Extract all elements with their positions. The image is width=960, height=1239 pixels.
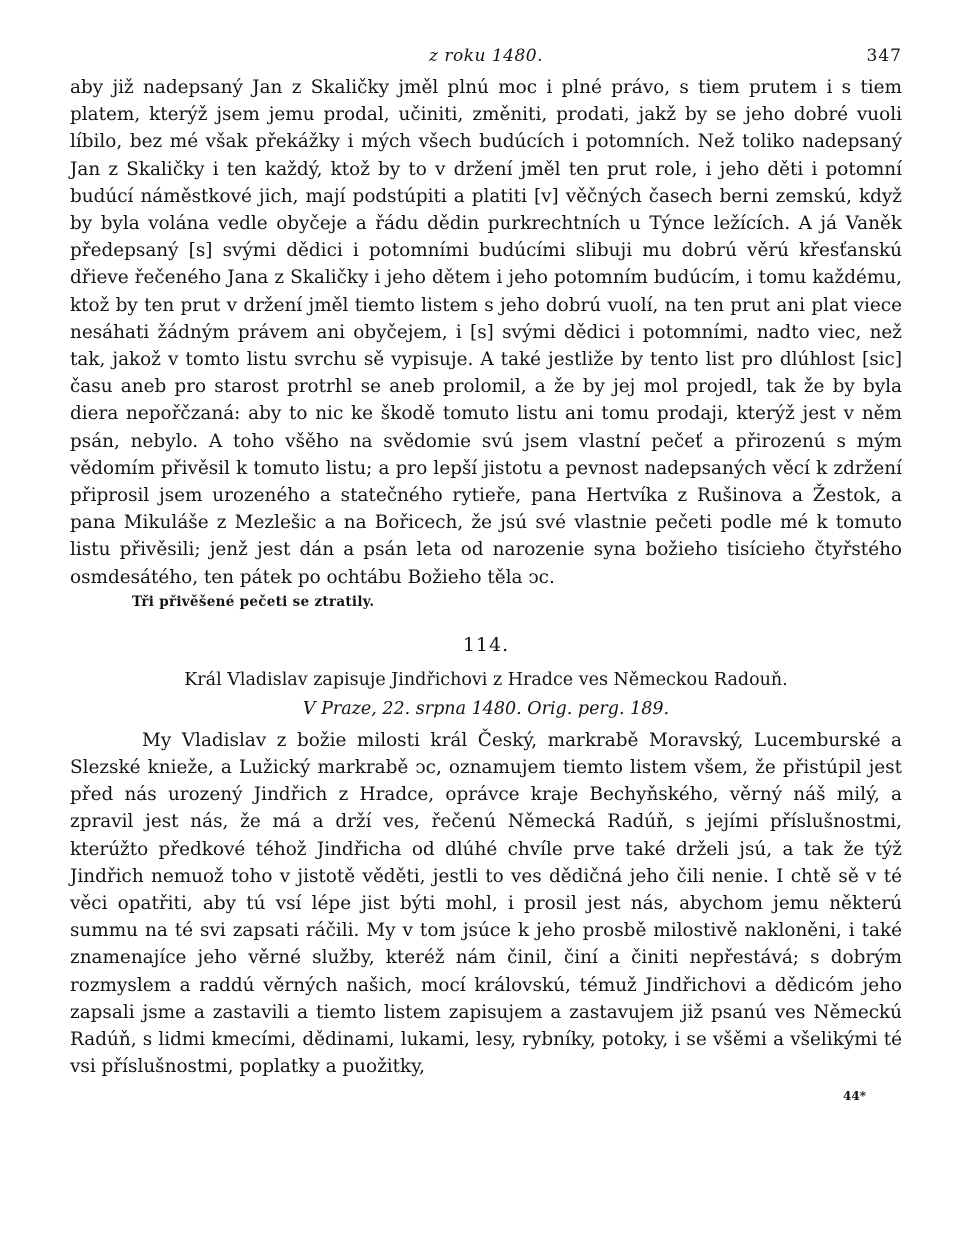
running-title: z roku 1480. [428, 46, 544, 66]
page-number: 347 [866, 46, 902, 66]
document-source: V Praze, 22. srpna 1480. Orig. perg. 189. [302, 698, 670, 719]
running-header [70, 38, 902, 74]
charter-text: My Vladislav z božie milosti král Český, markrabě Moravský, Lucemburské a Slezské knieže, a Lužický markrabě ↄc, oznamujem tiemto listem všem, že přistúpil jest před nás urozený Jindřich z Hradce, oprávce kraje Bechyňského, věrný náš milý, a zpravil jest nás, že má a drží ves, řečenú Německá Radúň, s jejími příslušnostmi, kterúžto předkové téhož Jindřicha od dlúhé chvíle prve také drželi jsú, a tak že týž Jindřich nemuož toho v jistotě věděti, jestli to ves dědičná jeho čili nenie. I chtě sě v té věci opatřiti, aby tú vsí lépe jist býti mohl, i prosil jest nás, abychom jemu některú summu na té svi zapsati ráčili. My v tom jsúce k jeho prosbě milostivě nakloněni, i také znamenajíce jeho věrné služby, kteréž nám činil, činí a činiti nepřestává; s dobrým rozmyslem a raddú věrných našich, mocí královskú, témuž Jindřichovi a dědicóm jeho zapsali jsme a zastavili a tiemto listem zapisujem a zastavujem již psanú ves Německú Radúň, s lidmi kmecími, dědinami, lukami, lesy, rybníky, potoky, i se všěmi a všelikými té vsi příslušnostmi, poplatky a puožitky, [70, 729, 902, 1078]
continued-charter-text: aby již nadepsaný Jan z Skaličky jměl plnú moc i plné právo, s tiem prutem i s tiem platem, kterýž jsem jemu prodal, učiniti, změniti, prodati, jakž by se jeho dobré vuoli líbilo, bez mé však překážky i mých všech budúcích i potomních. Než toliko nadepsaný Jan z Skaličky i ten každý, ktož by to v držení jměl ten prut role, i jeho děti i potomní budúcí náměstkové jich, mají podstúpiti a platiti [v] věčných časech berni zemskú, když by byla volána vedle obyčeje a řádu dědin purkrechtních u Týnce ležících. A já Vaněk předepsaný [s] svými dědici i potomními budúcími slibuji mu dobrú věrú křesťanskú dřieve řečeného Jana z Skaličky i jeho dětem i jeho potomním budúcím, i tomu každému, ktož by ten prut v držení jměl tiemto listem s jeho dobrú vuolí, na ten prut ani plat viece nesáhati žádným právem ani obyčejem, i [s] svými dědici i potomními, nadto viec, než tak, jakož v tomto listu svrchu sě vypisuje. A také jestliže by tento list pro dlúhlost [sic] času aneb pro starost protrhl se aneb prolomil, a že by jej mol projedl, tak že by byla diera nepořčzaná: aby to nic ke škodě tomuto listu ani tomu prodaji, kterýž jest v něm psán, nebylo. A toho všěho na svědomie svú jsem vlastní pečeť a přirozenú s mým vědomím přivěsil k tomuto listu; a pro lepší jistotu a pevnost nadepsaných věcí k zdržení připrosil jsem urozeného a statečného rytieře, pana Hertvíka z Rušinova a Žestok, a pana Mikuláše z Mezlešic a na Bořicech, že jsú své vlastnie pečeti podle mé k tomuto listu přivěsili; jenž jest dán a psán leta od narozenie syna božieho tisícieho čtyřstého osmdesátého, ten pátek po ochtábu Božieho těla ↄc. [70, 77, 902, 588]
document-page [70, 38, 902, 1103]
seal-note: Tři přivěšené pečeti se ztratily. [132, 593, 375, 610]
document-number: 114. [462, 633, 510, 656]
document-summary: Král Vladislav zapisuje Jindřichovi z Hradce ves Německou Radouň. [184, 669, 788, 690]
signature-mark: 44* [843, 1088, 866, 1103]
